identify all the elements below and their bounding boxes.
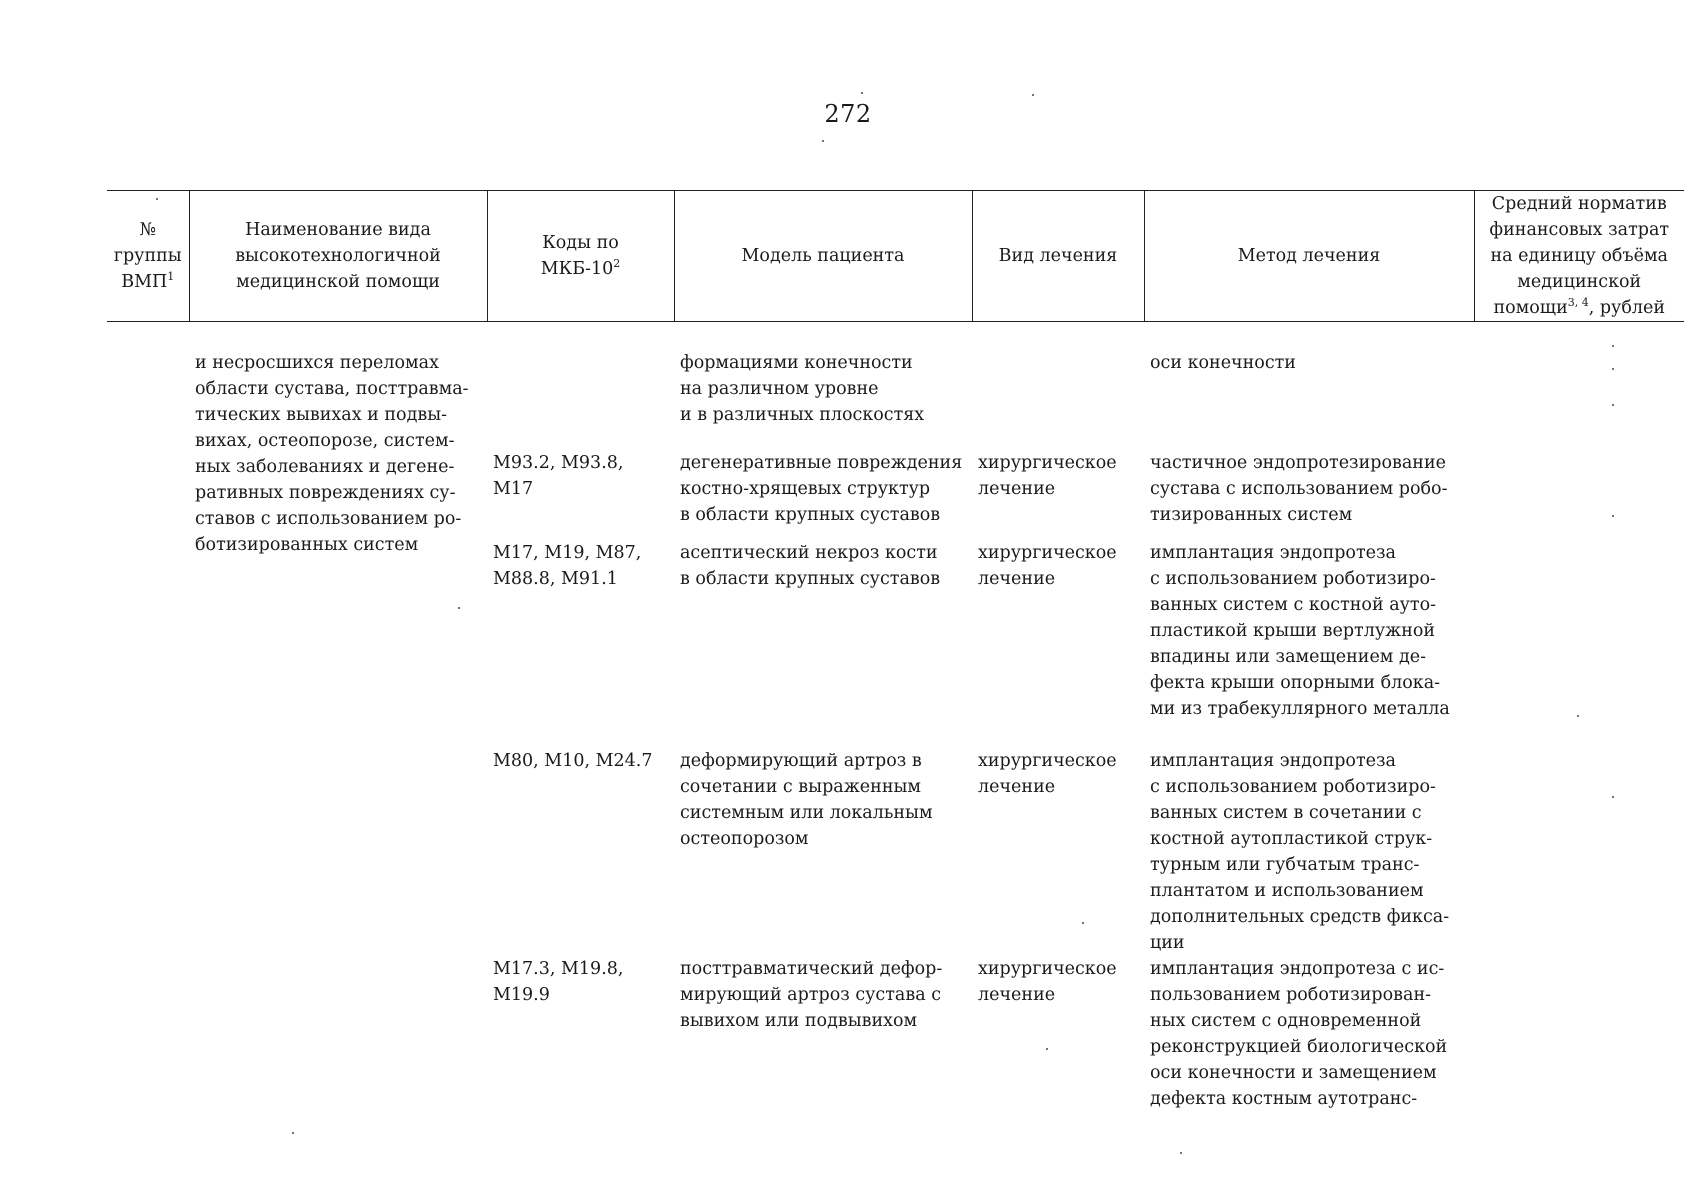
header-treatment-method: Метод лечения — [1144, 191, 1474, 322]
header-care-type: Наименование вида высокотехнологичной медицинской помощи — [189, 191, 487, 322]
table-header-row — [107, 191, 1684, 322]
patient-model-cell: асептический некроз кости в области крупных суставов — [680, 543, 941, 589]
header-group-number: № группы ВМП$^1$ — [107, 191, 189, 322]
treatment-method-cell: имплантация эндопротеза с использованием роботизиро- ванных систем с костной ауто- пластикой крыши вертлужной впадины или замещением де- фекта крыши опорными блока- ми из трабекуллярного металла — [1150, 543, 1450, 719]
cost-norm-cell — [1474, 350, 1684, 428]
table-row — [107, 350, 1684, 428]
care-type-cell: и несросшихся переломах области сустава, посттравма- тических вывихах и подвы- вихах, остеопорозе, систем- ных заболеваниях и дегене- ративных повреждениях су- ставов с использованием ро- ботизированных систем — [195, 353, 469, 555]
header-icd-codes: Коды по МКБ-$10^2$ — [487, 191, 674, 322]
treatment-type-cell: хирургическое лечение — [978, 751, 1117, 797]
treatment-method-cell: частичное эндопротезирование сустава с использованием робо- тизированных систем — [1150, 453, 1448, 525]
header-patient-model: Модель пациента — [674, 191, 972, 322]
group-number-cell — [107, 350, 189, 428]
patient-model-cell: дегенеративные повреждения костно-хрящевых структур в области крупных суставов — [680, 453, 963, 525]
cost-norm-cell — [1474, 956, 1684, 1112]
header-cost-norm: Средний норматив финансовых затрат на единицу объёма медицинской помощи$^{3, 4}$, рублей — [1474, 191, 1684, 322]
patient-model-cell: формациями конечности на различном уровне и в различных плоскостях — [680, 353, 925, 425]
cost-norm-cell — [1474, 428, 1684, 528]
treatment-type-cell: хирургическое лечение — [978, 453, 1117, 499]
cost-norm-cell — [1474, 528, 1684, 722]
scan-speck — [292, 1132, 294, 1134]
page-number: 272 — [824, 100, 872, 128]
scan-speck — [861, 92, 863, 94]
treatment-method-cell: оси конечности — [1150, 353, 1296, 373]
icd-codes-cell: M80, M10, M24.7 — [493, 751, 653, 771]
icd-codes-cell — [487, 350, 674, 428]
group-number-cell — [107, 428, 189, 528]
patient-model-cell: деформирующий артроз в сочетании с выраженным системным или локальным остеопорозом — [680, 751, 933, 849]
cost-norm-cell — [1474, 722, 1684, 956]
treatment-type-cell: хирургическое лечение — [978, 543, 1117, 589]
icd-codes-cell: M17, M19, M87, M88.8, M91.1 — [493, 543, 642, 589]
icd-codes-cell: M93.2, M93.8, M17 — [493, 453, 624, 499]
scan-speck — [822, 140, 824, 142]
header-treatment-type: Вид лечения — [972, 191, 1144, 322]
treatment-method-cell: имплантация эндопротеза с ис- пользованием роботизирован- ных систем с одновременной реконструкцией биологической оси конечности и замещением дефекта костным аутотранс- — [1150, 959, 1448, 1109]
scan-speck — [1032, 94, 1034, 96]
treatment-method-cell: имплантация эндопротеза с использованием роботизиро- ванных систем в сочетании с костной аутопластикой струк- турным или губчатым транс- плантатом и использованием дополнительных средств фикса- ции — [1150, 751, 1450, 953]
treatment-type-cell: хирургическое лечение — [978, 959, 1117, 1005]
icd-codes-cell: M17.3, M19.8, M19.9 — [493, 959, 624, 1005]
group-number-cell — [107, 956, 189, 1112]
table-spacer-row — [107, 322, 1684, 351]
treatment-type-cell — [972, 350, 1144, 428]
group-number-cell — [107, 528, 189, 722]
patient-model-cell: посттравматический дефор- мирующий артроз сустава с вывихом или подвывихом — [680, 959, 943, 1031]
group-number-cell — [107, 722, 189, 956]
vmp-table — [107, 190, 1684, 1112]
scan-speck — [1180, 1152, 1182, 1154]
